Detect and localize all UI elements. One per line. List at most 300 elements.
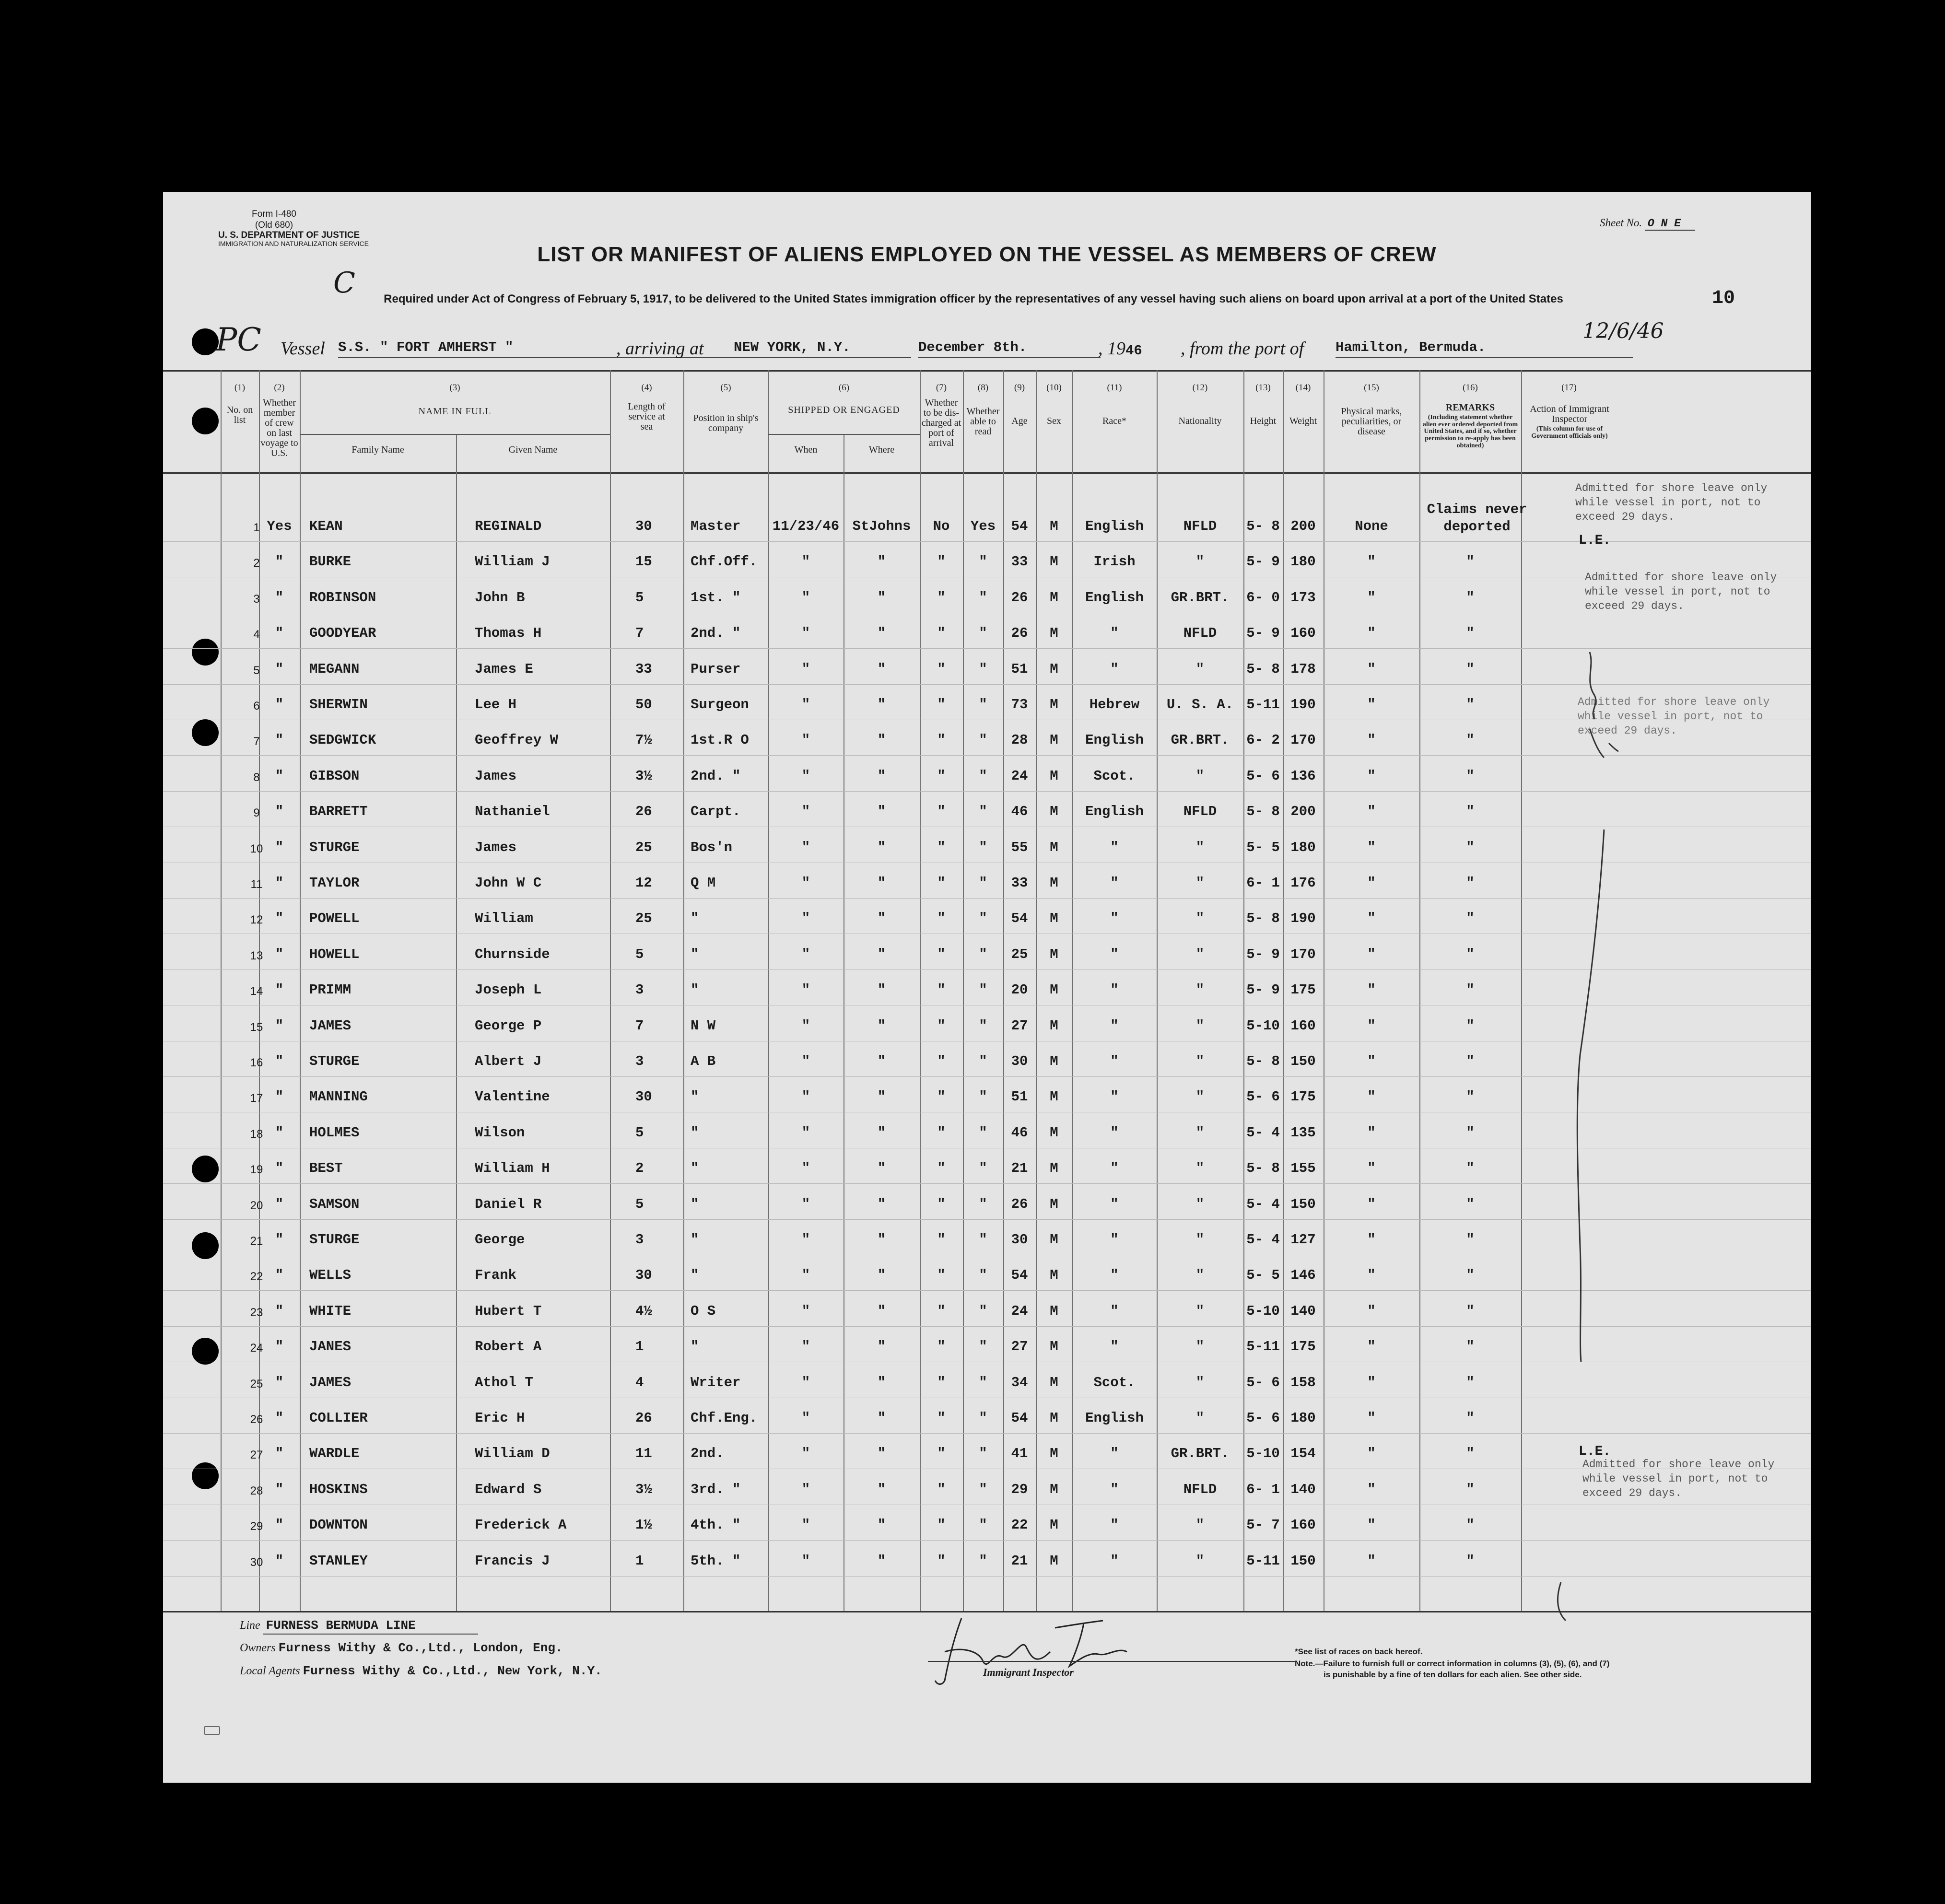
shore-leave-stamp: Admitted for shore leave only while vessel in port, not to exceed 29 days. (1578, 696, 1770, 737)
cell-race: English (1085, 804, 1144, 819)
cell-no: 15 (250, 1021, 263, 1034)
cell-position: " (691, 1339, 699, 1355)
col-number: (11) (1107, 383, 1122, 393)
cell-read: " (979, 946, 987, 962)
col-number: (9) (1014, 383, 1025, 393)
col-number: (4) (641, 383, 652, 393)
cell-read: " (979, 697, 987, 713)
cell-no: 25 (250, 1378, 263, 1390)
cell-no: 4 (253, 628, 260, 641)
cell-no: 16 (250, 1056, 263, 1069)
sheet-number (1600, 217, 1695, 230)
cell-when: " (801, 1196, 810, 1212)
cell-race: " (1110, 1053, 1119, 1069)
cell-race: " (1110, 661, 1119, 677)
cell-race: " (1110, 1517, 1119, 1533)
cell-disch: " (937, 732, 946, 748)
cell-given: John B (475, 590, 525, 606)
cell-position: 2nd. (691, 1446, 724, 1461)
cell-when: " (801, 982, 810, 998)
cell-age: 33 (1011, 875, 1028, 891)
cell-when: " (801, 625, 810, 641)
col-number: (12) (1192, 383, 1208, 393)
cell-nat: " (1195, 768, 1205, 784)
cell-where: " (877, 768, 886, 784)
cell-race: Irish (1093, 554, 1136, 570)
cell-family: KEAN (309, 518, 343, 534)
cell-family: POWELL (309, 911, 360, 926)
cell-nat: " (1195, 982, 1205, 998)
col-header-sex: Sex (1047, 416, 1061, 426)
year-prefix: , 19 (1098, 339, 1125, 359)
cell-sex: M (1050, 1196, 1058, 1212)
cell-height: 6- 2 (1246, 732, 1280, 748)
cell-disch: " (937, 1125, 946, 1141)
cell-prev: " (275, 946, 284, 962)
cell-position: Carpt. (691, 804, 741, 819)
cell-sex: M (1050, 840, 1058, 855)
cell-weight: 160 (1290, 1517, 1316, 1533)
cell-family: DOWNTON (309, 1517, 368, 1533)
cell-position: 2nd. " (691, 768, 741, 784)
cell-remarks: " (1466, 1517, 1475, 1533)
cell-when: " (801, 1517, 810, 1533)
cell-height: 5- 8 (1246, 1160, 1280, 1176)
cell-service: 3 (635, 1232, 644, 1248)
cell-nat: U. S. A. (1166, 697, 1234, 713)
cell-where: " (877, 1482, 886, 1497)
cell-weight: 150 (1290, 1553, 1316, 1569)
cell-family: COLLIER (309, 1410, 368, 1426)
cell-race: English (1085, 590, 1144, 606)
col-header-shipped: SHIPPED OR ENGAGED (788, 405, 900, 415)
cell-position: Master (691, 518, 741, 534)
le-stamp: L.E. (1579, 1444, 1611, 1459)
cell-service: 3 (635, 1053, 644, 1069)
cell-height: 5- 8 (1246, 911, 1280, 926)
cell-family: BARRETT (309, 804, 368, 819)
cell-disch: " (937, 1375, 946, 1390)
cell-disch: " (937, 804, 946, 819)
cell-where: " (877, 732, 886, 748)
cell-sex: M (1050, 1446, 1058, 1461)
cell-read: " (979, 1446, 987, 1461)
col-header-physical: Physical marks, peculiarities, or disease (1341, 406, 1402, 437)
cell-read: " (979, 1053, 987, 1069)
cell-when: " (801, 1410, 810, 1426)
cell-service: 1 (635, 1553, 644, 1569)
cell-read: " (979, 1267, 987, 1283)
cell-prev: " (275, 1339, 284, 1355)
cell-height: 5- 7 (1246, 1517, 1280, 1533)
col-header-previous-voyage: Whether member of crew on last voyage to U.S. (260, 397, 298, 458)
cell-weight: 150 (1290, 1053, 1316, 1069)
cell-position: 1st.R O (691, 732, 749, 748)
cell-family: GOODYEAR (309, 625, 376, 641)
cell-remarks: " (1466, 768, 1475, 784)
col-header-no: No. on list (226, 405, 253, 425)
cell-where: " (877, 1053, 886, 1069)
col-header-read: Whether able to read (966, 406, 1000, 437)
cell-weight: 160 (1290, 1018, 1316, 1034)
cell-when: " (801, 1267, 810, 1283)
cell-height: 5- 8 (1246, 518, 1280, 534)
cell-prev: " (275, 1303, 284, 1319)
cell-position: " (691, 1160, 699, 1176)
cell-family: PRIMM (309, 982, 352, 998)
cell-weight: 200 (1290, 804, 1316, 819)
cell-disch: " (937, 1232, 946, 1248)
cell-no: 20 (250, 1199, 263, 1212)
cell-where: " (877, 911, 886, 926)
punch-hole (192, 719, 219, 746)
cell-read: " (979, 1018, 987, 1034)
column-rule (1521, 370, 1522, 1611)
cell-age: 46 (1011, 1125, 1028, 1141)
cell-weight: 173 (1290, 590, 1316, 606)
cell-weight: 175 (1290, 1089, 1316, 1105)
cell-age: 27 (1011, 1339, 1028, 1355)
cell-given: Frederick A (475, 1517, 567, 1533)
cell-age: 24 (1011, 768, 1028, 784)
cell-weight: 127 (1290, 1232, 1316, 1248)
cell-position: " (691, 946, 699, 962)
cell-disch: " (937, 875, 946, 891)
cell-given: James E (475, 661, 533, 677)
cell-read: " (979, 1553, 987, 1569)
cell-physical: " (1367, 1053, 1376, 1069)
cell-prev: " (275, 1053, 284, 1069)
cell-remarks: " (1466, 661, 1475, 677)
col-header-where: Where (868, 444, 895, 455)
cell-race: " (1110, 1267, 1119, 1283)
cell-disch: " (937, 946, 946, 962)
cell-weight: 158 (1290, 1375, 1316, 1390)
cell-prev: " (275, 554, 284, 570)
cell-sex: M (1050, 554, 1058, 570)
cell-nat: NFLD (1183, 625, 1217, 641)
punch-hole (192, 1462, 219, 1489)
cell-disch: " (937, 625, 946, 641)
cell-disch: " (937, 554, 946, 570)
cell-age: 33 (1011, 554, 1028, 570)
cell-prev: " (275, 1232, 284, 1248)
cell-physical: " (1367, 1018, 1376, 1034)
cell-age: 25 (1011, 946, 1028, 962)
cell-when: " (801, 1446, 810, 1461)
cell-sex: M (1050, 875, 1058, 891)
cell-nat: " (1195, 1125, 1205, 1141)
cell-disch: " (937, 1018, 946, 1034)
cell-where: " (877, 875, 886, 891)
cell-sex: M (1050, 804, 1058, 819)
cell-physical: " (1367, 1160, 1376, 1176)
cell-given: Wilson (475, 1125, 525, 1141)
cell-service: 5 (635, 590, 644, 606)
cell-weight: 170 (1290, 732, 1316, 748)
cell-read: Yes (970, 518, 996, 534)
cell-age: 54 (1011, 1410, 1028, 1426)
cell-weight: 170 (1290, 946, 1316, 962)
cell-given: Joseph L (475, 982, 542, 998)
cell-prev: Yes (267, 518, 292, 534)
cell-height: 5- 8 (1246, 661, 1280, 677)
cell-height: 6- 1 (1246, 1482, 1280, 1497)
cell-family: HOLMES (309, 1125, 360, 1141)
cell-sex: M (1050, 1303, 1058, 1319)
cell-no: 24 (250, 1342, 263, 1355)
cell-no: 27 (250, 1448, 263, 1461)
cell-physical: " (1367, 982, 1376, 998)
from-label: , from the port of (1181, 339, 1304, 359)
cell-nat: " (1195, 1517, 1205, 1533)
cell-height: 5- 9 (1246, 625, 1280, 641)
cell-remarks: " (1466, 1303, 1475, 1319)
cell-given: Edward S (475, 1482, 542, 1497)
cell-given: Valentine (475, 1089, 550, 1105)
cell-race: " (1110, 625, 1119, 641)
cell-when: " (801, 1125, 810, 1141)
cell-read: " (979, 1517, 987, 1533)
cell-no: 26 (250, 1413, 263, 1426)
cell-when: " (801, 554, 810, 570)
cell-service: 30 (635, 518, 652, 534)
page-subtitle: Required under Act of Congress of February 5, 1917, to be delivered to the United States immigration officer by the representatives of any vessel having such aliens on board upon arrival at a port of the United States (384, 292, 1563, 305)
cell-where: " (877, 697, 886, 713)
cell-given: Daniel R (475, 1196, 542, 1212)
cell-disch: " (937, 1160, 946, 1176)
footer-agents (240, 1664, 602, 1678)
cell-given: George (475, 1232, 525, 1248)
cell-physical: " (1367, 1125, 1376, 1141)
col-number: (6) (838, 383, 850, 393)
cell-where: " (877, 1160, 886, 1176)
col-number: (17) (1561, 383, 1577, 393)
cell-prev: " (275, 840, 284, 855)
column-rule (456, 434, 457, 1611)
arrival-date: December 8th. (918, 339, 1101, 358)
cell-physical: " (1367, 1196, 1376, 1212)
cell-prev: " (275, 1018, 284, 1034)
col-header-weight: Weight (1289, 416, 1317, 426)
cell-no: 8 (253, 771, 260, 784)
cell-prev: " (275, 804, 284, 819)
cell-age: 30 (1011, 1232, 1028, 1248)
cell-position: " (691, 1232, 699, 1248)
cell-remarks: " (1466, 1375, 1475, 1390)
cell-position: Purser (691, 661, 741, 677)
punch-hole (192, 328, 219, 355)
cell-remarks: " (1466, 911, 1475, 926)
cell-position: " (691, 1196, 699, 1212)
cell-when: " (801, 1482, 810, 1497)
col-header-remarks-note: (Including statement whether alien ever ordered deported from United States, and if so, whether permission to re-apply has been obtained) (1422, 414, 1518, 449)
cell-family: MANNING (309, 1089, 368, 1105)
cell-prev: " (275, 875, 284, 891)
col-header-height: Height (1250, 416, 1277, 426)
cell-family: HOWELL (309, 946, 360, 962)
cell-no: 29 (250, 1520, 263, 1533)
cell-sex: M (1050, 982, 1058, 998)
cell-given: Thomas H (475, 625, 542, 641)
cell-given: William D (475, 1446, 550, 1461)
cell-disch: " (937, 1446, 946, 1461)
cell-weight: 160 (1290, 625, 1316, 641)
cell-service: 3½ (635, 1482, 652, 1497)
cell-service: 30 (635, 1089, 652, 1105)
cell-family: JAMES (309, 1375, 352, 1390)
cell-nat: NFLD (1183, 518, 1217, 534)
cell-service: 11 (635, 1446, 652, 1461)
cell-remarks: " (1466, 982, 1475, 998)
cell-height: 5- 8 (1246, 804, 1280, 819)
cell-weight: 200 (1290, 518, 1316, 534)
cell-prev: " (275, 661, 284, 677)
page-number: 10 (1712, 288, 1735, 309)
cell-prev: " (275, 1375, 284, 1390)
cell-prev: " (275, 1196, 284, 1212)
cell-disch: " (937, 1517, 946, 1533)
cell-remarks: " (1466, 1553, 1475, 1569)
cell-height: 5-11 (1246, 697, 1280, 713)
cell-nat: " (1195, 1375, 1205, 1390)
col-number: (13) (1255, 383, 1271, 393)
cell-nat: " (1195, 1267, 1205, 1283)
pen-mark (1590, 652, 1596, 719)
cell-sex: M (1050, 1232, 1058, 1248)
cell-service: 33 (635, 661, 652, 677)
cell-age: 73 (1011, 697, 1028, 713)
line-value: FURNESS BERMUDA LINE (263, 1618, 478, 1635)
cell-read: " (979, 590, 987, 606)
cell-race: Scot. (1093, 768, 1136, 784)
cell-family: HOSKINS (309, 1482, 368, 1497)
cell-nat: " (1195, 840, 1205, 855)
col-number: (16) (1463, 383, 1478, 393)
cell-age: 51 (1011, 1089, 1028, 1105)
cell-service: 15 (635, 554, 652, 570)
cell-physical: " (1367, 946, 1376, 962)
cell-service: 7½ (635, 732, 652, 748)
cell-given: Albert J (475, 1053, 542, 1069)
cell-disch: " (937, 697, 946, 713)
cell-family: STURGE (309, 1232, 360, 1248)
cell-given: Robert A (475, 1339, 542, 1355)
col-number: (2) (274, 383, 285, 393)
cell-race: " (1110, 1196, 1119, 1212)
cell-sex: M (1050, 1410, 1058, 1426)
cell-race: English (1085, 1410, 1144, 1426)
col-header-family-name: Family Name (352, 444, 404, 455)
cell-prev: " (275, 590, 284, 606)
cell-prev: " (275, 1517, 284, 1533)
cell-race: " (1110, 1160, 1119, 1176)
cell-read: " (979, 554, 987, 570)
manifest-sheet (163, 192, 1811, 1783)
cell-when: " (801, 1232, 810, 1248)
cell-age: 54 (1011, 1267, 1028, 1283)
vessel-label: Vessel (281, 339, 325, 359)
owners-value: Furness Withy & Co.,Ltd., London, Eng. (278, 1641, 563, 1655)
col-header-name: NAME IN FULL (418, 406, 492, 417)
cell-service: 5 (635, 1196, 644, 1212)
cell-height: 5- 6 (1246, 1410, 1280, 1426)
cell-no: 18 (250, 1128, 263, 1141)
year-value: 46 (1125, 343, 1142, 359)
cell-remarks: " (1466, 875, 1475, 891)
cell-prev: " (275, 697, 284, 713)
form-id (252, 209, 296, 231)
cell-read: " (979, 1339, 987, 1355)
cell-when: " (801, 911, 810, 926)
cell-prev: " (275, 911, 284, 926)
cell-disch: " (937, 1482, 946, 1497)
cell-disch: No (933, 518, 950, 534)
cell-read: " (979, 982, 987, 998)
cell-no: 2 (253, 557, 260, 570)
cell-where: " (877, 1232, 886, 1248)
cell-when: " (801, 590, 810, 606)
cell-where: " (877, 1517, 886, 1533)
cell-read: " (979, 1375, 987, 1390)
cell-race: English (1085, 732, 1144, 748)
cell-height: 5-10 (1246, 1303, 1280, 1319)
cell-when: " (801, 697, 810, 713)
cell-age: 30 (1011, 1053, 1028, 1069)
cell-when: " (801, 875, 810, 891)
cell-remarks: " (1466, 1232, 1475, 1248)
cell-physical: " (1367, 1446, 1376, 1461)
cell-remarks: " (1466, 1482, 1475, 1497)
cell-no: 19 (250, 1163, 263, 1176)
cell-when: " (801, 661, 810, 677)
cell-physical: " (1367, 625, 1376, 641)
cell-family: JAMES (309, 1018, 352, 1034)
shore-leave-stamp: Admitted for shore leave only while vessel in port, not to exceed 29 days. (1575, 482, 1768, 523)
cell-family: STURGE (309, 1053, 360, 1069)
cell-nat: " (1195, 1553, 1205, 1569)
cell-where: " (877, 661, 886, 677)
cell-service: 4½ (635, 1303, 652, 1319)
agents-value: Furness Withy & Co.,Ltd., New York, N.Y. (303, 1664, 602, 1678)
cell-age: 54 (1011, 911, 1028, 926)
cell-remarks: " (1466, 1410, 1475, 1426)
cell-height: 5- 4 (1246, 1232, 1280, 1248)
cell-prev: " (275, 1410, 284, 1426)
cell-height: 6- 1 (1246, 875, 1280, 891)
cell-nat: NFLD (1183, 804, 1217, 819)
cell-position: 2nd. " (691, 625, 741, 641)
column-rule (221, 370, 222, 1611)
punch-hole (192, 408, 219, 434)
cell-height: 5- 6 (1246, 1375, 1280, 1390)
cell-where: " (877, 946, 886, 962)
cell-prev: " (275, 982, 284, 998)
margin-mark: C (333, 266, 355, 300)
line-label: Line (240, 1619, 260, 1632)
cell-read: " (979, 1303, 987, 1319)
cell-remarks: " (1466, 1446, 1475, 1461)
cell-nat: " (1195, 661, 1205, 677)
cell-given: Geoffrey W (475, 732, 559, 748)
cell-physical: " (1367, 1267, 1376, 1283)
cell-given: Eric H (475, 1410, 525, 1426)
cell-prev: " (275, 1089, 284, 1105)
cell-disch: " (937, 1410, 946, 1426)
handwritten-date: 12/6/46 (1582, 319, 1664, 343)
inspector-pen-strokes (1523, 623, 1618, 1630)
cell-physical: " (1367, 590, 1376, 606)
